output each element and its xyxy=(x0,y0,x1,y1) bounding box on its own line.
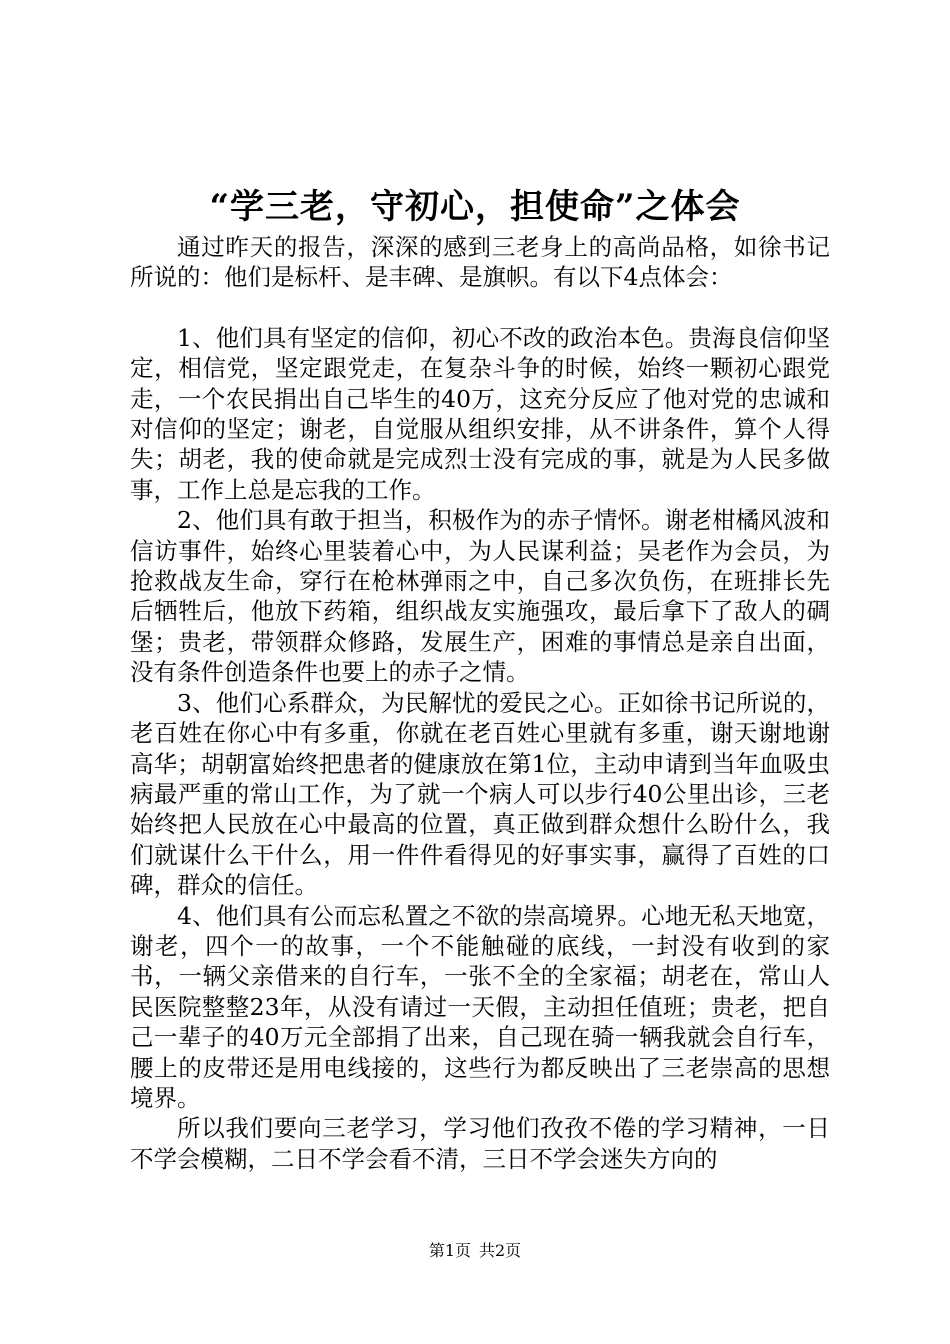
point-3-paragraph: 3、他们心系群众，为民解忧的爱民之心。正如徐书记所说的，老百姓在你心中有多重，你就在老百姓心里就有多重，谢天谢地谢高华；胡朝富始终把患者的健康放在第1位，主动申请到当年血吸虫病最严重的常山工作，为了就一个病人可以步行40公里出诊，三老始终把人民放在心中最高的位置，真正做到群众想什么盼什么，我们就谋什么干什么，用一件件看得见的好事实事，赢得了百姓的口碑，群众的信任。 xyxy=(130,688,830,900)
intro-paragraph: 通过昨天的报告，深深的感到三老身上的高尚品格，如徐书记所说的：他们是标杆、是丰碑、是旗帜。有以下4点体会： xyxy=(130,233,830,292)
point-1-paragraph: 1、他们具有坚定的信仰，初心不改的政治本色。贵海良信仰坚定，相信党，坚定跟党走，在复杂斗争的时候，始终一颗初心跟党走，一个农民捐出自己毕生的40万，这充分反应了他对党的忠诚和对信仰的坚定；谢老，自觉服从组织安排，从不讲条件，算个人得失；胡老，我的使命就是完成烈士没有完成的事，就是为人民多做事，工作上总是忘我的工作。 xyxy=(130,323,830,504)
document-title: “学三老，守初心，担使命”之体会 xyxy=(209,187,741,227)
conclusion-paragraph: 所以我们要向三老学习，学习他们孜孜不倦的学习精神，一日不学会模糊，二日不学会看不清，三日不学会迷失方向的 xyxy=(130,1114,830,1173)
point-2-paragraph: 2、他们具有敢于担当，积极作为的赤子情怀。谢老柑橘风波和信访事件，始终心里装着心中，为人民谋利益；吴老作为会员，为抢救战友生命，穿行在枪林弹雨之中，自己多次负伤，在班排长先后牺牲后，他放下药箱，组织战友实施强攻，最后拿下了敌人的碉堡；贵老，带领群众修路，发展生产，困难的事情总是亲自出面，没有条件创造条件也要上的赤子之情。 xyxy=(130,506,830,687)
page-number: 第1页 xyxy=(428,1241,471,1260)
page-footer xyxy=(0,1239,950,1263)
point-4-paragraph: 4、他们具有公而忘私置之不欲的崇高境界。心地无私天地宽，谢老，四个一的故事，一个不能触碰的底线，一封没有收到的家书，一辆父亲借来的自行车，一张不全的全家福；胡老在，常山人民医院整整23年，从没有请过一天假，主动担任值班；贵老，把自己一辈子的40万元全部捐了出来，自己现在骑一辆我就会自行车，腰上的皮带还是用电线接的，这些行为都反映出了三老崇高的思想境界。 xyxy=(130,901,830,1112)
document-body xyxy=(130,232,830,1174)
page-total: 共2页 xyxy=(479,1241,522,1260)
